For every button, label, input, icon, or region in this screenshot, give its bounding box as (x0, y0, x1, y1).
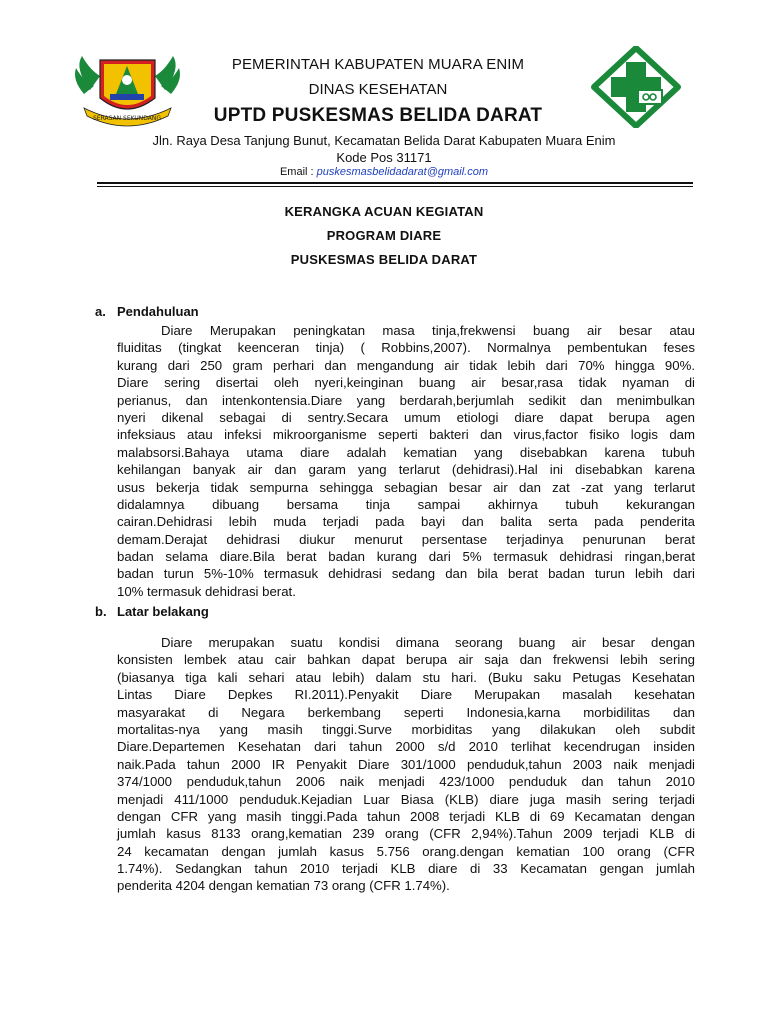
letterhead-government: PEMERINTAH KABUPATEN MUARA ENIM (231, 56, 525, 73)
paragraph-line: malabsorsi.Bahaya utama diare adalah kematian yang disebabkan karena tubuh (117, 444, 695, 460)
program-title: PROGRAM DIARE (326, 228, 442, 243)
letterhead-postal-code: Kode Pos 31171 (336, 150, 432, 165)
paragraph-line: jumlah kasus 8133 orang,kematian 239 orang (CFR 2,94%).Tahun 2009 terjadi KLB di (117, 826, 695, 842)
paragraph-line: cairan.Dehidrasi lebih muda terjadi pada bayi dan balita serta pada penderita (117, 514, 695, 530)
paragraph-line: fluiditas (tingkat keenceran tinja) ( Robbins,2007). Normalnya pembentukan feses (117, 340, 695, 356)
letterhead-divider-thick (97, 182, 693, 184)
paragraph-line: Lintas Diare Depkes RI.2011).Penyakit Diare Merupakan masalah kesehatan (117, 687, 695, 703)
paragraph-line: dengan CFR yang masih tinggi.Pada tahun 2008 terjadi KLB di 69 Kecamatan dengan (117, 808, 695, 824)
paragraph-line: nyeri dikenal sebagai di sentry.Secara umum etiologi diare dapat berupa agen (117, 409, 695, 425)
paragraph-line: Diare.Departemen Kesehatan dari tahun 2000 s/d 2010 terlihat kecendrugan insiden (117, 739, 695, 755)
paragraph-line: konsisten lembek atau cair bahkan dapat berupa air saja dan frekwensi lebih sering (117, 652, 695, 668)
email-label: Email : (279, 166, 317, 178)
letterhead-address: Jln. Raya Desa Tanjung Bunut, Kecamatan Belida Darat Kabupaten Muara Enim (152, 133, 616, 148)
section-title: Latar belakang (117, 604, 209, 619)
section-title: Pendahuluan (117, 304, 199, 319)
paragraph-line: mortalitas-nya yang masih tinggi.Surve morbiditas yang dilakukan oleh subdit (117, 721, 695, 737)
paragraph-line: infeksiaus atau infeksi mikroorganisme seperti bakteri dan virus,factor fisiko logis dam (117, 427, 695, 443)
paragraph-line: didalamnya dibuang bersama tinja sampai akhirnya tubuh kekurangan (117, 496, 695, 512)
paragraph-line: Diare sering disertai oleh nyeri,keinginan buang air besar,rasa tidak nyaman di (117, 375, 695, 391)
paragraph-pendahuluan (117, 322, 695, 600)
email-address[interactable]: puskesmasbelidadarat@gmail.com (316, 166, 489, 178)
paragraph-line: masyarakat di Negara berkembang seperti Indonesia,karna morbidilitas dan (117, 704, 695, 720)
paragraph-line: kurang dari 250 gram perhari dan mengandung air tidak lebih dari 70% hingga 90%. (117, 357, 695, 373)
paragraph-line: Diare merupakan suatu kondisi dimana seorang buang air besar dengan (161, 635, 695, 650)
paragraph-line: 374/1000 penduduk,tahun 2006 naik menjadi 423/1000 penduduk dan tahun 2010 (117, 774, 695, 790)
paragraph-line: demam.Derajat dehidrasi diukur menurut persentase terjadinya penurunan berat (117, 531, 695, 547)
paragraph-line: menjadi 411/1000 penduduk.Kejadian Luar Biasa (KLB) diare juga masih sering terjadi (117, 791, 695, 807)
paragraph-line: badan turun 5%-10% termasuk dehidrasi sedang dan bila berat badan turun lebih dari (117, 566, 695, 582)
section-heading-pendahuluan (95, 304, 199, 319)
emblem-motto: SERASAN SEKUNDANG (92, 115, 162, 122)
paragraph-line: penderita 4204 dengan kematian 73 orang (CFR 1.74%). (117, 878, 450, 894)
paragraph-line: perianus, dan intenkontensia.Diare yang berdarah,berjumlah sedikit dan menimbulkan (117, 392, 695, 408)
paragraph-line: 24 kecamatan dengan jumlah kasus 5.756 orang.dengan kematian 100 orang (CFR (117, 843, 695, 859)
letterhead-email-line (0, 166, 768, 178)
organization-title: PUSKESMAS BELIDA DARAT (290, 252, 478, 267)
document-title: KERANGKA ACUAN KEGIATAN (284, 204, 484, 219)
paragraph-line: (biasanya tiga kali sehari atau lebih) dalam stu hari. (Buku saku Petugas Kesehatan (117, 669, 695, 685)
letterhead-department: DINAS KESEHATAN (308, 81, 448, 98)
section-label: a. (95, 304, 106, 319)
paragraph-line: naik.Pada tahun 2000 IR Penyakit Diare 301/1000 penduduk,tahun 2003 naik menjadi (117, 756, 695, 772)
letterhead-organization: UPTD PUSKESMAS BELIDA DARAT (213, 105, 543, 126)
section-heading-latar-belakang (95, 604, 209, 619)
paragraph-line: 1.74%). Sedangkan tahun 2010 terjadi KLB diare di 33 Kecamatan gengan jumlah (117, 861, 695, 877)
paragraph-line: badan selama diare.Bila berat badan kurang dari 5% termasuk dehidrasi ringan,berat (117, 549, 695, 565)
paragraph-line: Diare Merupakan peningkatan masa tinja,frekwensi buang air besar atau (161, 323, 695, 338)
letterhead-divider-thin (97, 186, 693, 187)
section-label: b. (95, 604, 107, 619)
paragraph-line: usus bekerja tidak sempurna sehingga sebagian besar air dan zat -zat yang terlarut (117, 479, 695, 495)
paragraph-line: 10% termasuk dehidrasi berat. (117, 583, 296, 599)
paragraph-latar-belakang (117, 634, 695, 895)
paragraph-line: kehilangan banyak air dan garam yang terlarut (dehidrasi).Hal ini disebabkan karena (117, 462, 695, 478)
